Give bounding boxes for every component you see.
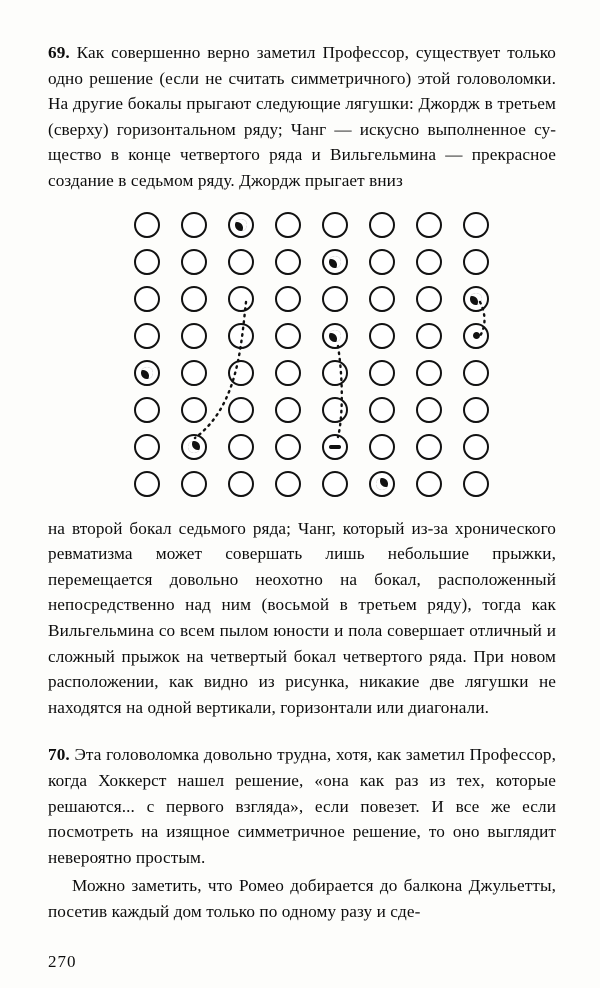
answer-69-number: 69.	[48, 43, 70, 62]
glass-r4c6	[416, 360, 442, 386]
glass-r6c1	[181, 434, 207, 460]
answer-70-continued: Можно заметить, что Ромео добирается до балкона Джульетты, посетив каждый дом только по одному разу и сде-	[48, 876, 556, 921]
glass-r1c7	[463, 249, 489, 275]
glass-r4c0	[134, 360, 160, 386]
glass-r7c3	[275, 471, 301, 497]
glass-r7c1	[181, 471, 207, 497]
glass-r1c3	[275, 249, 301, 275]
glass-r6c4	[322, 434, 348, 460]
frog-marker	[141, 367, 153, 379]
answer-69-paragraph	[48, 40, 556, 194]
glass-r4c3	[275, 360, 301, 386]
text-column	[48, 40, 556, 924]
glass-r0c7	[463, 212, 489, 238]
frog-marker	[188, 441, 200, 453]
glass-r3c6	[416, 323, 442, 349]
glass-r3c7	[463, 323, 489, 349]
glass-r0c1	[181, 212, 207, 238]
glass-r0c3	[275, 212, 301, 238]
glass-r0c4	[322, 212, 348, 238]
glass-r6c2	[228, 434, 254, 460]
glass-r6c3	[275, 434, 301, 460]
glass-r1c4	[322, 249, 348, 275]
answer-69-continued: на второй бокал седьмого ряда; Чанг, который из-за хронического ревматизма может совершать лишь небольшие прыжки, перемещается довольно неохотно на бокал, расположенный непосредственно над ним (восьмой в третьем ряду), тогда как Вильгельмина со всем пылом юности и пола совершает отличный и сложный прыжок на четвертый бокал четвертого ряда. При новом расположении, как видно из рисунка, никакие две лягушки не находятся на одной вертикали, горизонтали или диагонали.	[48, 518, 556, 717]
wilhelmina-jump-path	[338, 346, 342, 437]
frog-marker	[235, 219, 247, 231]
frog-marker	[473, 332, 480, 339]
answer-70-paragraph	[48, 742, 556, 870]
glass-r2c1	[181, 286, 207, 312]
glass-r6c0	[134, 434, 160, 460]
frog-marker	[470, 293, 482, 305]
glass-r3c3	[275, 323, 301, 349]
glass-r4c7	[463, 360, 489, 386]
glass-r5c6	[416, 397, 442, 423]
glass-r5c3	[275, 397, 301, 423]
glass-r3c2	[228, 323, 254, 349]
glass-r3c5	[369, 323, 395, 349]
glass-r2c3	[275, 286, 301, 312]
glass-r1c6	[416, 249, 442, 275]
glass-r5c0	[134, 397, 160, 423]
glass-r7c2	[228, 471, 254, 497]
glass-r3c4	[322, 323, 348, 349]
glass-r7c7	[463, 471, 489, 497]
glass-r7c6	[416, 471, 442, 497]
glass-r5c4	[322, 397, 348, 423]
glass-r1c1	[181, 249, 207, 275]
puzzle-diagram	[48, 206, 556, 506]
glass-r0c5	[369, 212, 395, 238]
glass-r6c5	[369, 434, 395, 460]
glass-r2c5	[369, 286, 395, 312]
glass-r0c0	[134, 212, 160, 238]
glass-r5c7	[463, 397, 489, 423]
frog-marker	[329, 330, 341, 342]
frog-marker	[329, 256, 341, 268]
answer-70-text: Эта головоломка довольно трудна, хотя, как заметил Профессор, когда Хоккерст нашел решение, «она как раз из тех, которые решаются... с первого взгляда», если повезет. И все же если посмотреть на изящное симметричное решение, то оно выглядит невероятно простым.	[48, 745, 556, 867]
frog-marker	[329, 445, 341, 449]
glass-r6c6	[416, 434, 442, 460]
answer-69-text: Как совершенно верно заметил Профессор, существует только одно решение (если не считать симметричного) этой головоломки. На другие бокалы прыгают следующие лягушки: Джордж в третьем (сверху) горизонтальном ряду; Чанг — искусно выполненное существо в конце четвертого ряда и Вильгельмина — прекрасное создание в седьмом ряду. Джордж прыгает вниз	[48, 43, 556, 190]
frog-marker	[376, 478, 388, 490]
glass-r5c1	[181, 397, 207, 423]
glass-r7c4	[322, 471, 348, 497]
page-number: 270	[48, 952, 77, 971]
glass-r1c5	[369, 249, 395, 275]
glass-r3c1	[181, 323, 207, 349]
glass-r5c5	[369, 397, 395, 423]
glass-r2c2	[228, 286, 254, 312]
answer-70-number: 70.	[48, 745, 70, 765]
glass-r2c6	[416, 286, 442, 312]
glass-r6c7	[463, 434, 489, 460]
glass-r7c5	[369, 471, 395, 497]
glass-r2c4	[322, 286, 348, 312]
glass-r5c2	[228, 397, 254, 423]
glass-r0c6	[416, 212, 442, 238]
glass-r4c2	[228, 360, 254, 386]
glass-r1c0	[134, 249, 160, 275]
paragraph-gap	[48, 720, 556, 742]
glass-r4c4	[322, 360, 348, 386]
glass-r2c7	[463, 286, 489, 312]
glass-r4c5	[369, 360, 395, 386]
glass-r2c0	[134, 286, 160, 312]
glass-r3c0	[134, 323, 160, 349]
glass-r0c2	[228, 212, 254, 238]
glass-r1c2	[228, 249, 254, 275]
glass-r4c1	[181, 360, 207, 386]
glass-r7c0	[134, 471, 160, 497]
